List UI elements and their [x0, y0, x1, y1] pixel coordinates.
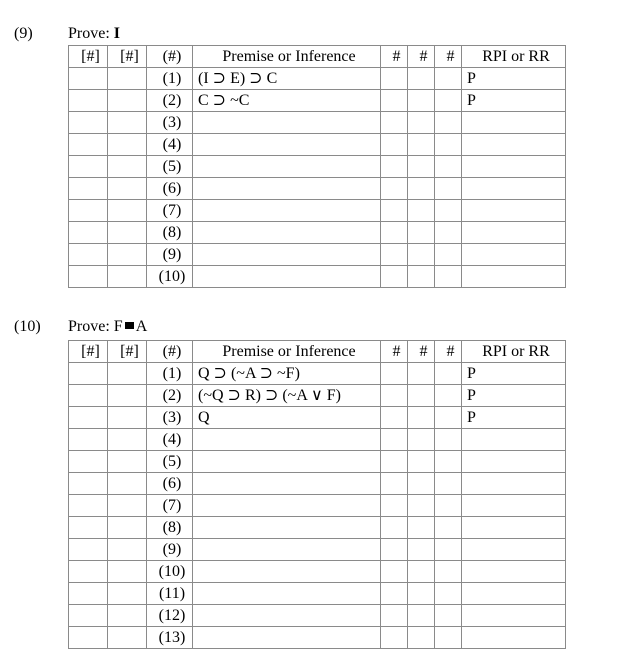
rule-cell[interactable]	[462, 473, 566, 495]
line-number-cell[interactable]: (6)	[147, 473, 193, 495]
cite-cell[interactable]	[381, 473, 408, 495]
cite-cell[interactable]	[435, 407, 462, 429]
cite-cell[interactable]	[435, 583, 462, 605]
premise-cell[interactable]	[193, 112, 381, 134]
cite-cell[interactable]	[435, 451, 462, 473]
dependency-cell[interactable]	[108, 90, 147, 112]
cite-cell[interactable]	[381, 112, 408, 134]
line-number-cell[interactable]: (12)	[147, 605, 193, 627]
cite-cell[interactable]	[435, 112, 462, 134]
line-number-cell[interactable]: (4)	[147, 429, 193, 451]
proof-table	[68, 340, 566, 649]
proof-row	[69, 605, 566, 627]
cite-cell[interactable]	[435, 539, 462, 561]
proof-row	[69, 627, 566, 649]
dependency-cell[interactable]	[69, 156, 108, 178]
line-number-cell[interactable]: (11)	[147, 583, 193, 605]
line-number-cell[interactable]: (10)	[147, 266, 193, 288]
header-row	[69, 341, 566, 363]
rule-cell[interactable]	[462, 222, 566, 244]
proof-row	[69, 407, 566, 429]
premise-cell[interactable]: Q	[193, 407, 381, 429]
premise-cell[interactable]	[193, 266, 381, 288]
proof-row	[69, 244, 566, 266]
dependency-cell[interactable]	[108, 517, 147, 539]
column-header: (#)	[147, 341, 193, 363]
column-header: Premise or Inference	[193, 341, 381, 363]
cite-cell[interactable]	[435, 429, 462, 451]
cite-cell[interactable]	[408, 244, 435, 266]
cite-cell[interactable]	[408, 451, 435, 473]
column-header: Premise or Inference	[193, 46, 381, 68]
cite-cell[interactable]	[381, 605, 408, 627]
dependency-cell[interactable]	[108, 605, 147, 627]
cite-cell[interactable]	[435, 517, 462, 539]
column-header: #	[381, 341, 408, 363]
dependency-cell[interactable]	[69, 385, 108, 407]
column-header: [#]	[108, 341, 147, 363]
rule-cell[interactable]	[462, 627, 566, 649]
cite-cell[interactable]	[381, 517, 408, 539]
premise-cell[interactable]	[193, 222, 381, 244]
cite-cell[interactable]	[408, 112, 435, 134]
dependency-cell[interactable]	[69, 68, 108, 90]
cite-cell[interactable]	[381, 266, 408, 288]
dependency-cell[interactable]	[69, 605, 108, 627]
dependency-cell[interactable]	[69, 200, 108, 222]
proof-row	[69, 156, 566, 178]
cite-cell[interactable]	[408, 473, 435, 495]
cite-cell[interactable]	[435, 266, 462, 288]
cite-cell[interactable]	[408, 539, 435, 561]
column-header: #	[408, 46, 435, 68]
line-number-cell[interactable]: (7)	[147, 200, 193, 222]
proof-row	[69, 112, 566, 134]
dependency-cell[interactable]	[69, 561, 108, 583]
proof-row	[69, 495, 566, 517]
column-header: RPI or RR	[462, 341, 566, 363]
biconditional-symbol	[125, 322, 134, 329]
cite-cell[interactable]	[381, 561, 408, 583]
problem-number: (9)	[14, 25, 33, 42]
dependency-cell[interactable]	[108, 244, 147, 266]
prove-statement	[68, 318, 147, 336]
cite-cell[interactable]	[381, 451, 408, 473]
dependency-cell[interactable]	[69, 363, 108, 385]
dependency-cell[interactable]	[108, 473, 147, 495]
rule-cell[interactable]	[462, 451, 566, 473]
rule-cell[interactable]	[462, 266, 566, 288]
rule-cell[interactable]	[462, 605, 566, 627]
column-header: #	[435, 341, 462, 363]
header-row	[69, 46, 566, 68]
rule-cell[interactable]	[462, 244, 566, 266]
dependency-cell[interactable]	[69, 266, 108, 288]
premise-cell[interactable]	[193, 134, 381, 156]
prove-statement	[68, 25, 120, 43]
cite-cell[interactable]	[435, 473, 462, 495]
proof-row	[69, 473, 566, 495]
dependency-cell[interactable]	[108, 156, 147, 178]
dependency-cell[interactable]	[69, 539, 108, 561]
cite-cell[interactable]	[408, 517, 435, 539]
rule-cell[interactable]	[462, 495, 566, 517]
line-number-cell[interactable]: (13)	[147, 627, 193, 649]
proof-row	[69, 200, 566, 222]
line-number-cell[interactable]: (9)	[147, 244, 193, 266]
cite-cell[interactable]	[435, 90, 462, 112]
dependency-cell[interactable]	[108, 451, 147, 473]
dependency-cell[interactable]	[69, 90, 108, 112]
cite-cell[interactable]	[408, 407, 435, 429]
cite-cell[interactable]	[435, 222, 462, 244]
dependency-cell[interactable]	[69, 473, 108, 495]
cite-cell[interactable]	[435, 561, 462, 583]
line-number-cell[interactable]: (9)	[147, 539, 193, 561]
cite-cell[interactable]	[408, 583, 435, 605]
rule-cell[interactable]: P	[462, 68, 566, 90]
dependency-cell[interactable]	[108, 68, 147, 90]
cite-cell[interactable]	[408, 627, 435, 649]
cite-cell[interactable]	[408, 605, 435, 627]
line-number-cell[interactable]: (2)	[147, 385, 193, 407]
cite-cell[interactable]	[408, 134, 435, 156]
line-number-cell[interactable]: (4)	[147, 134, 193, 156]
premise-cell[interactable]	[193, 473, 381, 495]
prove-expression-left: F	[113, 318, 123, 335]
cite-cell[interactable]	[435, 178, 462, 200]
proof-row	[69, 222, 566, 244]
dependency-cell[interactable]	[69, 429, 108, 451]
rule-cell[interactable]	[462, 200, 566, 222]
premise-cell[interactable]: (~Q ⊃ R) ⊃ (~A ∨ F)	[193, 385, 381, 407]
cite-cell[interactable]	[408, 90, 435, 112]
cite-cell[interactable]	[408, 363, 435, 385]
cite-cell[interactable]	[381, 363, 408, 385]
dependency-cell[interactable]	[108, 222, 147, 244]
line-number-cell[interactable]: (3)	[147, 112, 193, 134]
proof-row	[69, 451, 566, 473]
rule-cell[interactable]	[462, 134, 566, 156]
premise-cell[interactable]	[193, 429, 381, 451]
cite-cell[interactable]	[408, 429, 435, 451]
rule-cell[interactable]	[462, 539, 566, 561]
cite-cell[interactable]	[435, 200, 462, 222]
premise-cell[interactable]: C ⊃ ~C	[193, 90, 381, 112]
cite-cell[interactable]	[435, 363, 462, 385]
line-number-cell[interactable]: (5)	[147, 451, 193, 473]
cite-cell[interactable]	[408, 178, 435, 200]
dependency-cell[interactable]	[108, 266, 147, 288]
prove-expression: I	[113, 25, 121, 42]
column-header: [#]	[69, 46, 108, 68]
dependency-cell[interactable]	[69, 244, 108, 266]
rule-cell[interactable]	[462, 583, 566, 605]
prove-label: Prove:	[68, 25, 110, 42]
dependency-cell[interactable]	[108, 561, 147, 583]
rule-cell[interactable]	[462, 429, 566, 451]
proof-row	[69, 90, 566, 112]
premise-cell[interactable]: Q ⊃ (~A ⊃ ~F)	[193, 363, 381, 385]
problem-number: (10)	[14, 318, 41, 335]
dependency-cell[interactable]	[69, 517, 108, 539]
line-number-cell[interactable]: (2)	[147, 90, 193, 112]
cite-cell[interactable]	[435, 605, 462, 627]
column-header: #	[435, 46, 462, 68]
cite-cell[interactable]	[408, 561, 435, 583]
dependency-cell[interactable]	[108, 178, 147, 200]
dependency-cell[interactable]	[108, 407, 147, 429]
prove-expression-right: A	[135, 318, 148, 335]
dependency-cell[interactable]	[69, 627, 108, 649]
line-number-cell[interactable]: (1)	[147, 363, 193, 385]
cite-cell[interactable]	[381, 178, 408, 200]
proof-row	[69, 517, 566, 539]
proof-table	[68, 45, 566, 288]
proof-row	[69, 266, 566, 288]
dependency-cell[interactable]	[69, 222, 108, 244]
column-header: RPI or RR	[462, 46, 566, 68]
proof-row	[69, 583, 566, 605]
proof-row	[69, 429, 566, 451]
proof-row	[69, 539, 566, 561]
premise-cell[interactable]	[193, 244, 381, 266]
cite-cell[interactable]	[381, 539, 408, 561]
cite-cell[interactable]	[381, 200, 408, 222]
cite-cell[interactable]	[435, 156, 462, 178]
line-number-cell[interactable]: (8)	[147, 222, 193, 244]
rule-cell[interactable]	[462, 178, 566, 200]
column-header: [#]	[69, 341, 108, 363]
dependency-cell[interactable]	[108, 627, 147, 649]
dependency-cell[interactable]	[108, 429, 147, 451]
line-number-cell[interactable]: (6)	[147, 178, 193, 200]
cite-cell[interactable]	[381, 68, 408, 90]
premise-cell[interactable]	[193, 517, 381, 539]
rule-cell[interactable]	[462, 561, 566, 583]
premise-cell[interactable]	[193, 495, 381, 517]
column-header: #	[408, 341, 435, 363]
rule-cell[interactable]: P	[462, 90, 566, 112]
dependency-cell[interactable]	[69, 134, 108, 156]
cite-cell[interactable]	[435, 385, 462, 407]
cite-cell[interactable]	[408, 266, 435, 288]
proof-row	[69, 385, 566, 407]
line-number-cell[interactable]: (7)	[147, 495, 193, 517]
cite-cell[interactable]	[408, 156, 435, 178]
rule-cell[interactable]	[462, 112, 566, 134]
cite-cell[interactable]	[408, 495, 435, 517]
cite-cell[interactable]	[381, 222, 408, 244]
dependency-cell[interactable]	[108, 363, 147, 385]
dependency-cell[interactable]	[69, 451, 108, 473]
cite-cell[interactable]	[381, 627, 408, 649]
cite-cell[interactable]	[381, 134, 408, 156]
cite-cell[interactable]	[408, 385, 435, 407]
dependency-cell[interactable]	[69, 495, 108, 517]
cite-cell[interactable]	[435, 627, 462, 649]
cite-cell[interactable]	[408, 200, 435, 222]
dependency-cell[interactable]	[69, 112, 108, 134]
cite-cell[interactable]	[435, 495, 462, 517]
dependency-cell[interactable]	[108, 539, 147, 561]
cite-cell[interactable]	[408, 222, 435, 244]
dependency-cell[interactable]	[108, 583, 147, 605]
premise-cell[interactable]	[193, 451, 381, 473]
cite-cell[interactable]	[381, 583, 408, 605]
column-header: (#)	[147, 46, 193, 68]
premise-cell[interactable]	[193, 200, 381, 222]
dependency-cell[interactable]	[108, 200, 147, 222]
prove-label: Prove:	[68, 318, 110, 335]
dependency-cell[interactable]	[108, 495, 147, 517]
cite-cell[interactable]	[381, 156, 408, 178]
cite-cell[interactable]	[381, 90, 408, 112]
proof-row	[69, 561, 566, 583]
proof-row	[69, 134, 566, 156]
cite-cell[interactable]	[435, 68, 462, 90]
proof-row	[69, 178, 566, 200]
dependency-cell[interactable]	[69, 407, 108, 429]
dependency-cell[interactable]	[69, 178, 108, 200]
premise-cell[interactable]	[193, 156, 381, 178]
rule-cell[interactable]	[462, 156, 566, 178]
cite-cell[interactable]	[381, 244, 408, 266]
line-number-cell[interactable]: (5)	[147, 156, 193, 178]
premise-cell[interactable]	[193, 583, 381, 605]
cite-cell[interactable]	[381, 385, 408, 407]
dependency-cell[interactable]	[108, 134, 147, 156]
cite-cell[interactable]	[435, 244, 462, 266]
premise-cell[interactable]	[193, 539, 381, 561]
line-number-cell[interactable]: (10)	[147, 561, 193, 583]
dependency-cell[interactable]	[69, 583, 108, 605]
dependency-cell[interactable]	[108, 112, 147, 134]
dependency-cell[interactable]	[108, 385, 147, 407]
line-number-cell[interactable]: (1)	[147, 68, 193, 90]
rule-cell[interactable]	[462, 517, 566, 539]
cite-cell[interactable]	[381, 407, 408, 429]
column-header: [#]	[108, 46, 147, 68]
proof-row	[69, 68, 566, 90]
premise-cell[interactable]	[193, 178, 381, 200]
premise-cell[interactable]	[193, 605, 381, 627]
cite-cell[interactable]	[381, 495, 408, 517]
cite-cell[interactable]	[408, 68, 435, 90]
premise-cell[interactable]	[193, 561, 381, 583]
cite-cell[interactable]	[435, 134, 462, 156]
rule-cell[interactable]: P	[462, 363, 566, 385]
premise-cell[interactable]: (I ⊃ E) ⊃ C	[193, 68, 381, 90]
rule-cell[interactable]: P	[462, 385, 566, 407]
rule-cell[interactable]: P	[462, 407, 566, 429]
column-header: #	[381, 46, 408, 68]
premise-cell[interactable]	[193, 627, 381, 649]
cite-cell[interactable]	[381, 429, 408, 451]
proof-row	[69, 363, 566, 385]
line-number-cell[interactable]: (3)	[147, 407, 193, 429]
line-number-cell[interactable]: (8)	[147, 517, 193, 539]
